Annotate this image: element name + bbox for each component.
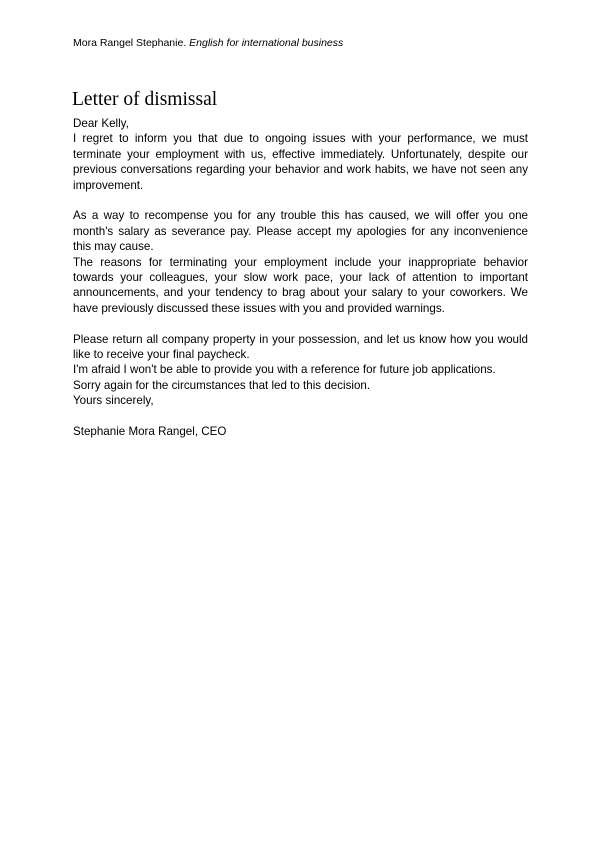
page-header [73,37,343,50]
paragraph-reasons: The reasons for terminating your employment include your inappropriate behavior towards your colleagues, your slow work pace, your lack of attention to important announcements, and your tendency to brag about your salary to your coworkers. We have previously discussed these issues with you and provided warnings. [73,255,528,315]
letter-title: Letter of dismissal [72,89,218,110]
paragraph-apology: Sorry again for the circumstances that led to this decision. [73,378,371,392]
paragraph-gap [73,316,528,331]
header-course: English for international business [189,37,344,49]
paragraph-reference: I'm afraid I won't be able to provide you with a reference for future job applications. [73,363,496,377]
header-author: Mora Rangel Stephanie. [73,37,187,49]
closing: Yours sincerely, [73,394,154,408]
paragraph-severance: As a way to recompense you for any trouble this has caused, we will offer you one month's salary as severance pay. Please accept my apologies for any inconvenience this may cause. [73,209,528,254]
letter-body [73,116,528,439]
paragraph-company-property: Please return all company property in your possession, and let us know how you would like to receive your final paycheck. [73,332,528,362]
paragraph-gap [73,193,528,208]
paragraph-termination: I regret to inform you that due to ongoing issues with your performance, we must terminate your employment with us, effective immediately. Unfortunately, despite our previous conversations regarding your behavior and work habits, we have not seen any improvement. [73,132,528,192]
salutation: Dear Kelly, [73,117,129,130]
paragraph-gap [73,409,528,424]
signature: Stephanie Mora Rangel, CEO [73,425,227,439]
